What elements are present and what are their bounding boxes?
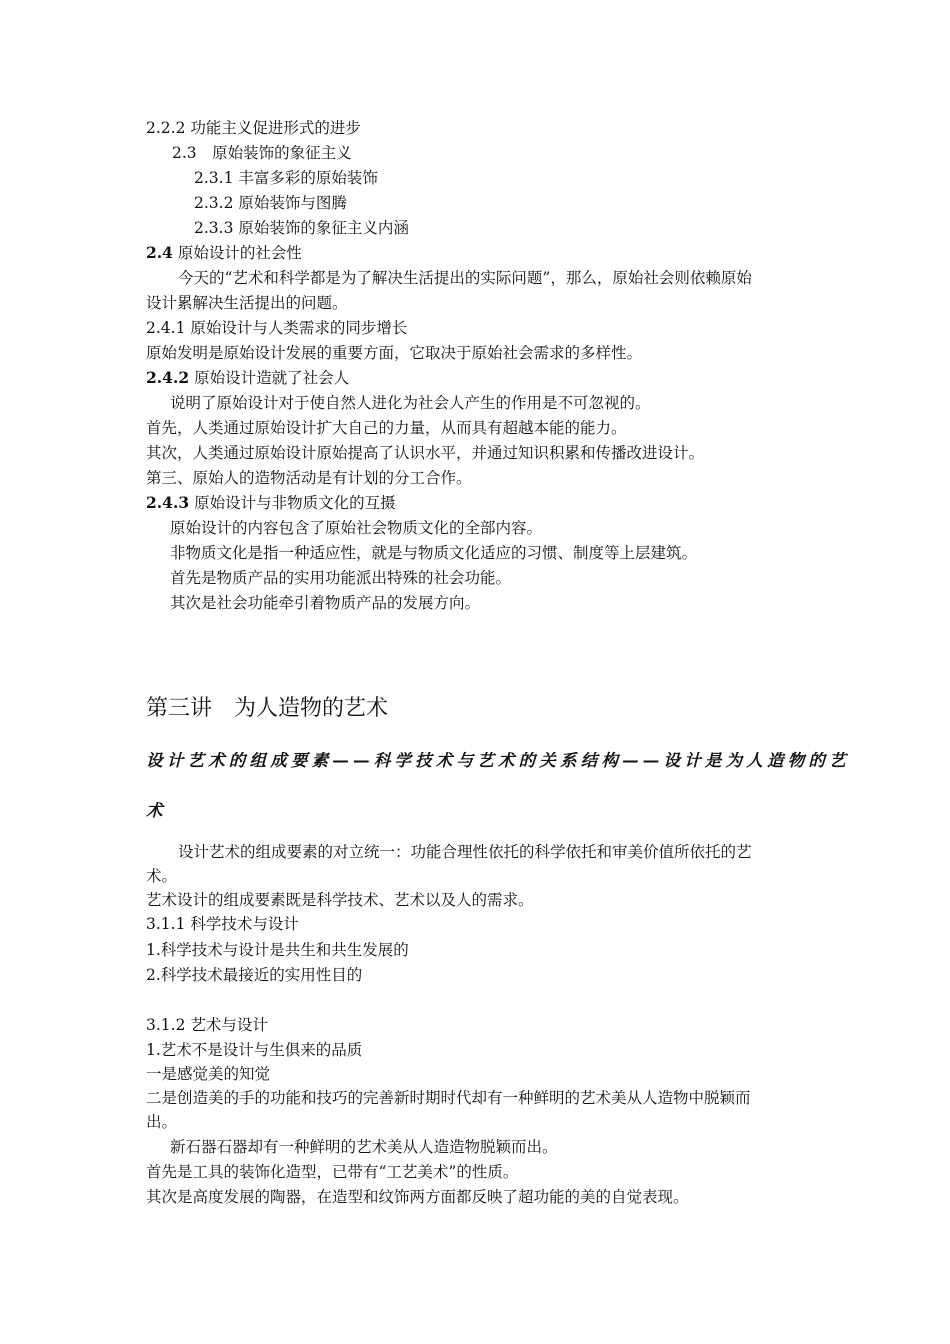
- heading-2-4-1: 2.4.1 原始设计与人类需求的同步增长: [146, 319, 408, 337]
- heading-2-3-2: 2.3.2 原始装饰与图腾: [194, 194, 347, 212]
- paragraph: 其次是社会功能牵引着物质产品的发展方向。: [170, 594, 481, 612]
- paragraph: 首先是物质产品的实用功能派出特殊的社会功能。: [170, 569, 512, 587]
- paragraph: 原始设计的内容包含了原始社会物质文化的全部内容。: [170, 519, 543, 537]
- heading-2-3-3: 2.3.3 原始装饰的象征主义内涵: [194, 219, 409, 237]
- paragraph: 艺术设计的组成要素既是科学技术、艺术以及人的需求。: [146, 891, 534, 909]
- heading-2-3-1: 2.3.1 丰富多彩的原始装饰: [194, 169, 378, 187]
- heading-number: 2.4.2: [146, 368, 190, 387]
- heading-2-4: [146, 243, 302, 263]
- heading-number: 2.4: [146, 243, 173, 262]
- paragraph-continuation: 术。: [146, 867, 178, 885]
- lecture-title: 第三讲 为人造物的艺术: [146, 696, 389, 721]
- paragraph: 首先，人类通过原始设计扩大自己的力量，从而具有超越本能的能力。: [146, 419, 627, 437]
- list-item: 1.科学技术与设计是共生和共生发展的: [146, 941, 409, 959]
- list-item: 2.科学技术最接近的实用性目的: [146, 966, 363, 984]
- paragraph: 说明了原始设计对于使自然人进化为社会人产生的作用是不可忽视的。: [170, 394, 651, 412]
- lecture-subtitle-continuation: 术: [146, 801, 167, 820]
- heading-2-3: 2.3 原始装饰的象征主义: [172, 144, 352, 162]
- paragraph: 一是感觉美的知觉: [146, 1065, 271, 1083]
- heading-2-4-2: [146, 368, 349, 388]
- heading-text: 原始设计的社会性: [172, 244, 302, 262]
- lecture-subtitle: 设计艺术的组成要素——科学技术与艺术的关系结构——设计是为人造物的艺: [146, 751, 850, 770]
- paragraph: 其次是高度发展的陶器，在造型和纹饰两方面都反映了超功能的美的自觉表现。: [146, 1188, 689, 1206]
- paragraph: 设计艺术的组成要素的对立统一：功能合理性依托的科学依托和审美价值所依托的艺: [178, 843, 752, 861]
- paragraph: 原始发明是原始设计发展的重要方面，它取决于原始社会需求的多样性。: [146, 344, 643, 362]
- heading-text: 原始设计造就了社会人: [189, 369, 350, 387]
- heading-number: 2.4.3: [146, 493, 190, 512]
- heading-2-2-2: 2.2.2 功能主义促进形式的进步: [146, 119, 361, 137]
- paragraph: 其次，人类通过原始设计原始提高了认识水平，并通过知识积累和传播改进设计。: [146, 444, 705, 462]
- paragraph-continuation: 设计累解决生活提出的问题。: [146, 294, 348, 312]
- paragraph: 第三、原始人的造物活动是有计划的分工合作。: [146, 469, 472, 487]
- list-item: 1.艺术不是设计与生俱来的品质: [146, 1041, 363, 1059]
- paragraph: 二是创造美的手的功能和技巧的完善新时期时代却有一种鲜明的艺术美从人造物中脱颖而: [146, 1089, 751, 1107]
- heading-3-1-1: 3.1.1 科学技术与设计: [146, 915, 299, 933]
- heading-3-1-2: 3.1.2 艺术与设计: [146, 1016, 268, 1034]
- paragraph: 非物质文化是指一种适应性，就是与物质文化适应的习惯、制度等上层建筑。: [170, 544, 698, 562]
- heading-text: 原始设计与非物质文化的互摄: [189, 494, 396, 512]
- paragraph-continuation: 出。: [146, 1113, 178, 1131]
- heading-2-4-3: [146, 493, 396, 513]
- paragraph: 今天的“艺术和科学都是为了解决生活提出的实际问题”，那么，原始社会则依赖原始: [178, 269, 752, 287]
- paragraph: 首先是工具的装饰化造型，已带有“工艺美术”的性质。: [146, 1163, 519, 1181]
- paragraph: 新石器石器却有一种鲜明的艺术美从人造造物脱颖而出。: [170, 1138, 558, 1156]
